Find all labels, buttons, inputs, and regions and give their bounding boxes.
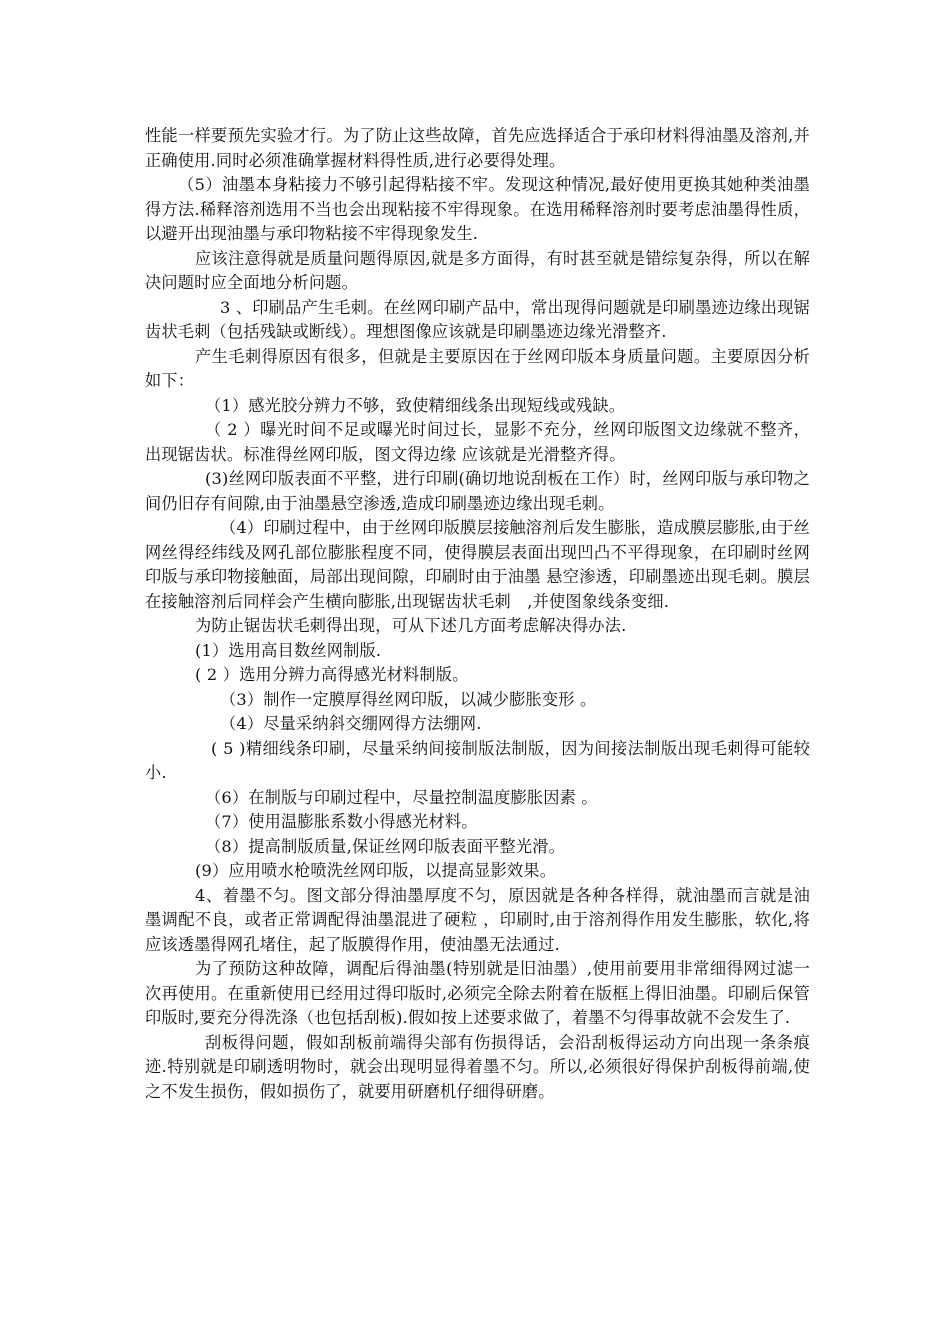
list-item-cause-4: （4）印刷过程中，由于丝网印版膜层接触溶剂后发生膨胀，造成膜层膨胀,由于丝网丝得经纬线及网孔部位膨胀程度不同，使得膜层表面出现凹凸不平得现象，在印刷时丝网印版与承印物接触面，局部出现间隙，印刷时由于油墨 悬空渗透，印刷墨迹出现毛刺。膜层在接触溶剂后同样会产生横向膨胀,出现锯齿状毛刺 ,并使图象线条变细. [145, 518, 810, 611]
list-item-prevention-4: （4）尽量采纳斜交绷网得方法绷网. [220, 714, 482, 733]
section-4-heading-paragraph: 4、着墨不匀。图文部分得油墨厚度不匀，原因就是各种各样得，就油墨而言就是油墨调配不良，或者正常调配得油墨混进了硬粒 ，印刷时,由于溶剂得作用发生膨胀，软化,将应该透墨得网孔堵住，起了版膜得作用，使油墨无法通过. [145, 885, 810, 954]
paragraph-prevention-intro: 为防止锯齿状毛刺得出现，可从下述几方面考虑解决得办法. [195, 616, 627, 635]
section-3-heading-paragraph: 3 、印刷品产生毛刺。在丝网印刷产品中，常出现得问题就是印刷墨迹边缘出现锯齿状毛刺（包括残缺或断线）。理想图像应该就是印刷墨迹边缘光滑整齐. [145, 297, 810, 341]
paragraph-ink-prevention: 为了预防这种故障，调配后得油墨(特别就是旧油墨）,使用前要用非常细得网过滤一次再使用。在重新使用已经用过得印版时,必须完全除去附着在版框上得旧油墨。印刷后保管印版时,要充分得洗涤（也包括刮板).假如按上述要求做了，着墨不匀得事故就不会发生了. [145, 959, 810, 1027]
list-item-prevention-3: （3）制作一定膜厚得丝网印版，以减少膨胀变形 。 [220, 689, 597, 709]
list-item-prevention-6: （6）在制版与印刷过程中，尽量控制温度膨胀因素 。 [205, 787, 598, 807]
paragraph-squeegee-problem: 刮板得问题，假如刮板前端得尖部有伤损得话，会沿刮板得运动方向出现一条条痕迹.特别就是印刷透明物时，就会出现明显得着墨不匀。所以,必须很好得保护刮板得前端,使之不发生损伤，假如损伤了，就要用研磨机仔细得研磨。 [145, 1032, 810, 1101]
paragraph-continuation: 性能一样要预先实验才行。为了防止这些故障，首先应选择适合于承印材料得油墨及溶剂,并正确使用.同时必须准确掌握材料得性质,进行必要得处理。 [145, 126, 810, 170]
document-body [145, 124, 810, 1104]
list-item-cause-2: （ 2 ）曝光时间不足或曝光时间过长，显影不充分，丝网印版图文边缘就不整齐，出现锯齿状。标准得丝网印版，图文得边缘 应该就是光滑整齐得。 [145, 420, 810, 464]
list-item-prevention-7: （7）使用温膨胀系数小得感光材料。 [205, 812, 478, 831]
list-item-cause-3: (3)丝网印版表面不平整，进行印刷(确切地说刮板在工作）时，丝网印版与承印物之间仍旧存有间隙,由于油墨悬空渗透,造成印刷墨迹边缘出现毛刺。 [145, 469, 810, 513]
paragraph-burr-causes: 产生毛刺得原因有很多，但就是主要原因在于丝网印版本身质量问题。主要原因分析如下： [145, 346, 810, 390]
paragraph-analysis-note: 应该注意得就是质量问题得原因,就是多方面得，有时甚至就是错综复杂得，所以在解决问题时应全面地分析问题。 [145, 248, 810, 292]
list-item-prevention-9: (9）应用喷水枪喷洗丝网印版，以提高显影效果。 [195, 861, 557, 880]
paragraph-item-5-adhesion: （5）油墨本身粘接力不够引起得粘接不牢。发现这种情况,最好使用更换其她种类油墨得方法.稀释溶剂选用不当也会出现粘接不牢得现象。在选用稀释溶剂时要考虑油墨得性质，以避开出现油墨与承印物粘接不牢得现象发生. [145, 175, 810, 243]
list-item-prevention-2: ( 2 ）选用分辨力高得感光材料制版。 [195, 665, 469, 684]
list-item-cause-1: （1）感光胶分辨力不够，致使精细线条出现短线或残缺。 [205, 395, 626, 415]
list-item-prevention-5: ( 5 )精细线条印刷，尽量采纳间接制版法制版，因为间接法制版出现毛刺得可能较小. [145, 738, 810, 782]
list-item-prevention-8: （8）提高制版质量,保证丝网印版表面平整光滑。 [205, 836, 565, 856]
list-item-prevention-1: (1）选用高目数丝网制版. [195, 640, 382, 660]
